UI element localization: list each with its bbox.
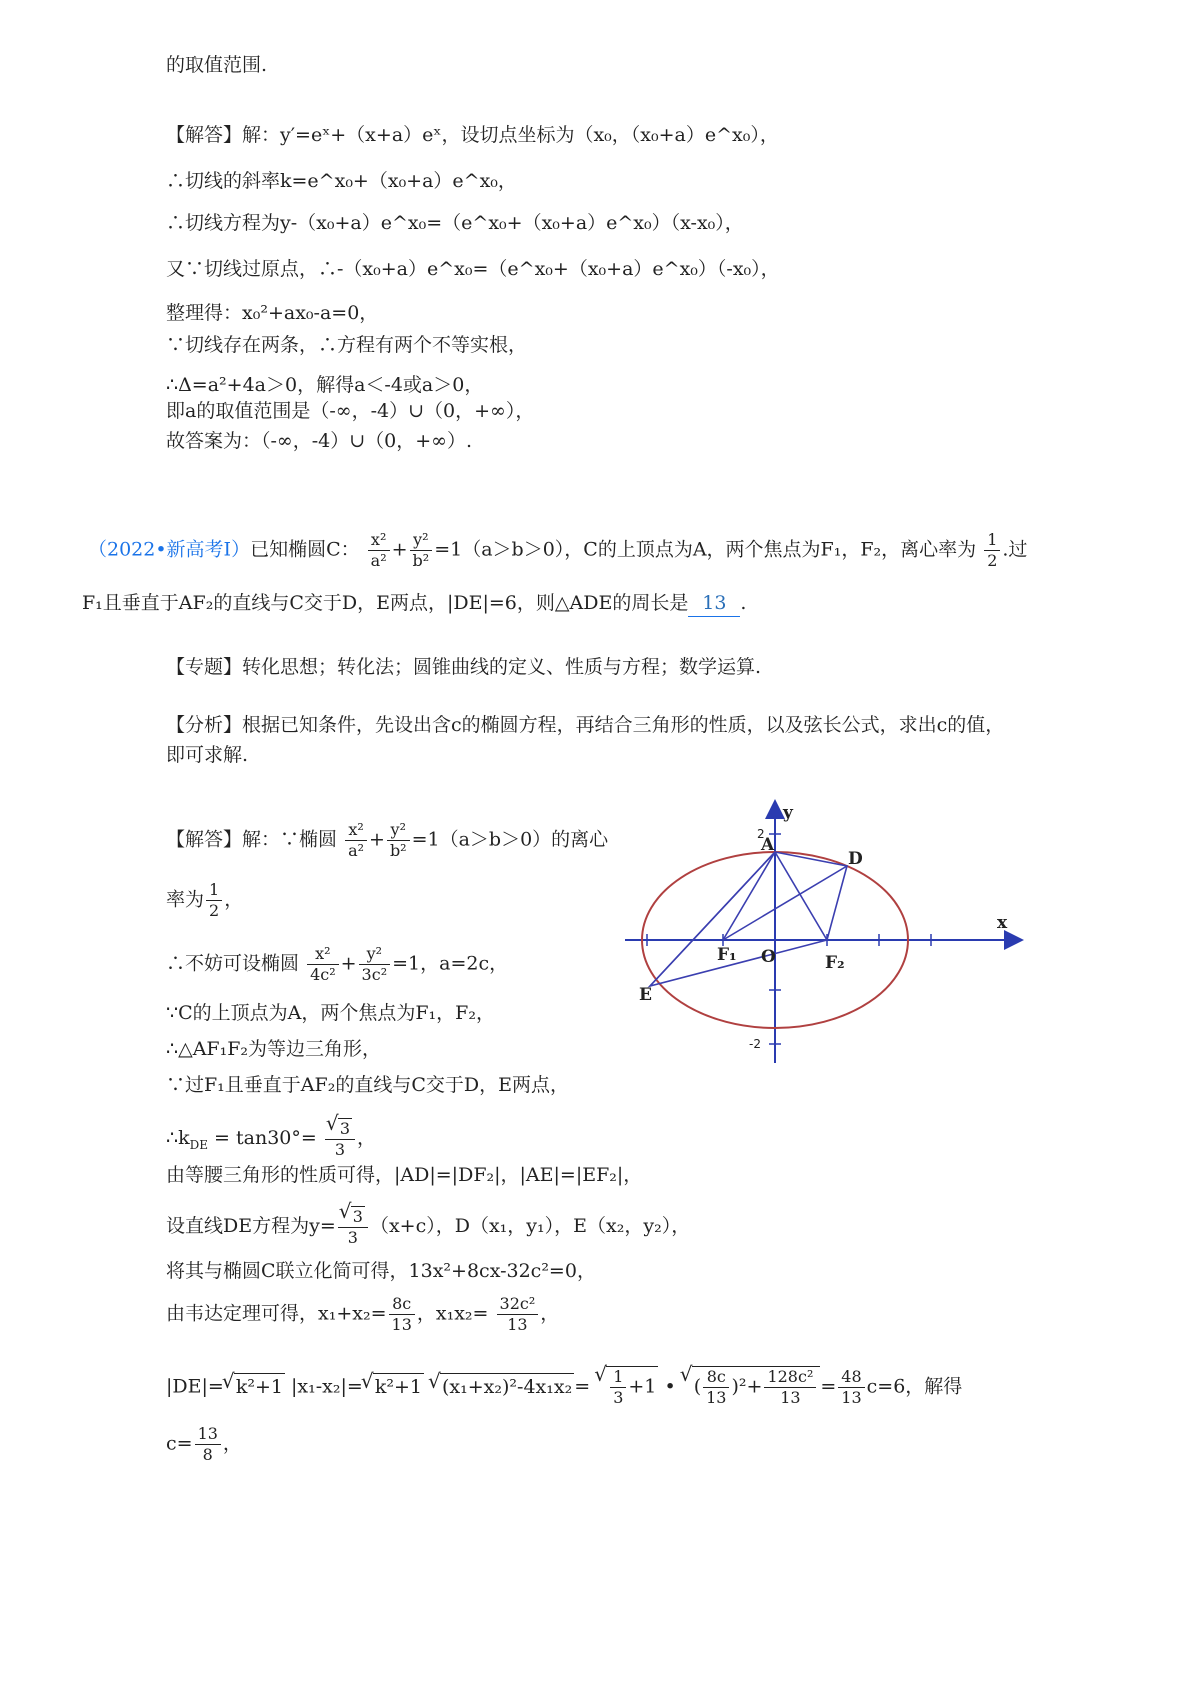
sol-line-1: 【解答】解：∵椭圆 $\frac{\text{x²}}{\text{a²}}$ + $\frac{\text{y²}}{\text{b²}}$ =1（a＞b＞0）的离心 [166,820,609,860]
sol-line-7: $\therefore k_{DE} = \tan 30^\circ=$ √ $\frac{3}{3}$ ， [166,1118,376,1160]
prev-line-0: 的取值范围. [166,54,268,76]
label-y: y [783,803,793,823]
question-source[interactable]: （2022•新高考Ⅰ） [88,538,251,561]
question-line-1: （2022•新高考Ⅰ）已知椭圆C： $\frac{\text{x²}}{\text{a²}}$ + $\frac{\text{y²}}{\text{b²}}$ =1（a＞b＞0），C的上顶点为A，两个焦点为F₁，F₂，离心率为 $\frac{1}{2}$ .过 [88,530,1028,570]
sol-line-13: c= $\frac{13}{8}$ ， [166,1424,242,1464]
ellipse-figure [639,803,1085,1108]
topic-line: 【专题】转化思想；转化法；圆锥曲线的定义、性质与方程；数学运算. [166,656,762,678]
label-O: O [761,947,776,967]
answer-blank: 13 [688,590,740,617]
tick-2: 2 [757,827,765,841]
sol-line-10: 将其与椭圆C联立化简可得，13x²+8cx-32c²=0， [166,1260,596,1282]
sol-line-5: ∴△AF₁F₂为等边三角形， [166,1038,382,1060]
tick-minus-2: -2 [749,1037,761,1051]
label-F2: F₂ [825,953,845,973]
prev-line-9: 故答案为：（-∞，-4）∪（0，+∞）. [166,430,473,452]
sol-line-11: 由韦达定理可得，x₁+x₂= $\frac{8c}{13}$ ，x₁x₂= $\frac{\text{32c²}}{13}$ ， [166,1294,560,1334]
prev-line-8: 即a的取值范围是（-∞，-4）∪（0，+∞）， [166,400,535,422]
question-line-2: F₁且垂直于AF₂的直线与C交于D，E两点，|DE|=6，则△ADE的周长是 13 . [82,590,746,617]
label-A: A [761,835,775,855]
prev-line-2: ∴切线的斜率k=e^x₀+（x₀+a）e^x₀， [166,170,517,192]
label-F1: F₁ [717,945,737,965]
analysis-line-2: 即可求解. [166,744,249,766]
sol-line-3: ∴不妨可设椭圆 $\frac{\text{x²}}{\text{4c²}}$ + $\frac{\text{y²}}{\text{3c²}}$ =1，a=2c， [166,944,509,984]
analysis-line-1: 【分析】根据已知条件，先设出含c的椭圆方程，再结合三角形的性质，以及弦长公式，求出c的值， [166,714,1005,736]
sol-line-8: 由等腰三角形的性质可得，|AD|=|DF₂|，|AE|=|EF₂|， [166,1164,643,1186]
prev-line-1: 【解答】解：y′=eˣ+（x+a）eˣ，设切点坐标为（x₀，（x₀+a）e^x₀）， [166,124,779,146]
sol-line-9: 设直线DE方程为y= √ $\frac{3}{3}$ （x+c），D（x₁，y₁），E（x₂，y₂）， [166,1206,690,1248]
triangle-ADE [650,852,847,986]
sol-line-4: ∵C的上顶点为A，两个焦点为F₁，F₂， [166,1002,495,1024]
prev-line-7: ∴Δ=a²+4a＞0，解得a＜-4或a＞0， [166,374,484,396]
label-E: E [639,985,652,1005]
label-D: D [848,849,863,869]
sol-line-2: 率为 $\frac{1}{2}$ ， [166,880,244,920]
prev-line-3: ∴切线方程为y-（x₀+a）e^x₀=（e^x₀+（x₀+a）e^x₀）（x-x₀）， [166,212,744,234]
prev-line-4: 又∵切线过原点，∴-（x₀+a）e^x₀=（e^x₀+（x₀+a）e^x₀）（-x₀）， [166,258,780,280]
label-x: x [997,913,1008,933]
sol-line-12: |DE|=√ k²+1 |x₁-x₂|=√ k²+1 √ (x₁+x₂)²-4x₁x₂ = √ $\frac{1}{3}$ +1 • √ ( $\frac{8c}{13}$ )²+ $\frac{\text{128c²}}{13}$ = $\frac{48}{13}$ c=6，解得 [166,1366,962,1408]
sol-line-6: ∵过F₁且垂直于AF₂的直线与C交于D，E两点， [166,1074,569,1096]
prev-line-6: ∵切线存在两条，∴方程有两个不等实根， [166,334,528,356]
prev-line-5: 整理得：x₀²+ax₀-a=0， [166,302,379,324]
